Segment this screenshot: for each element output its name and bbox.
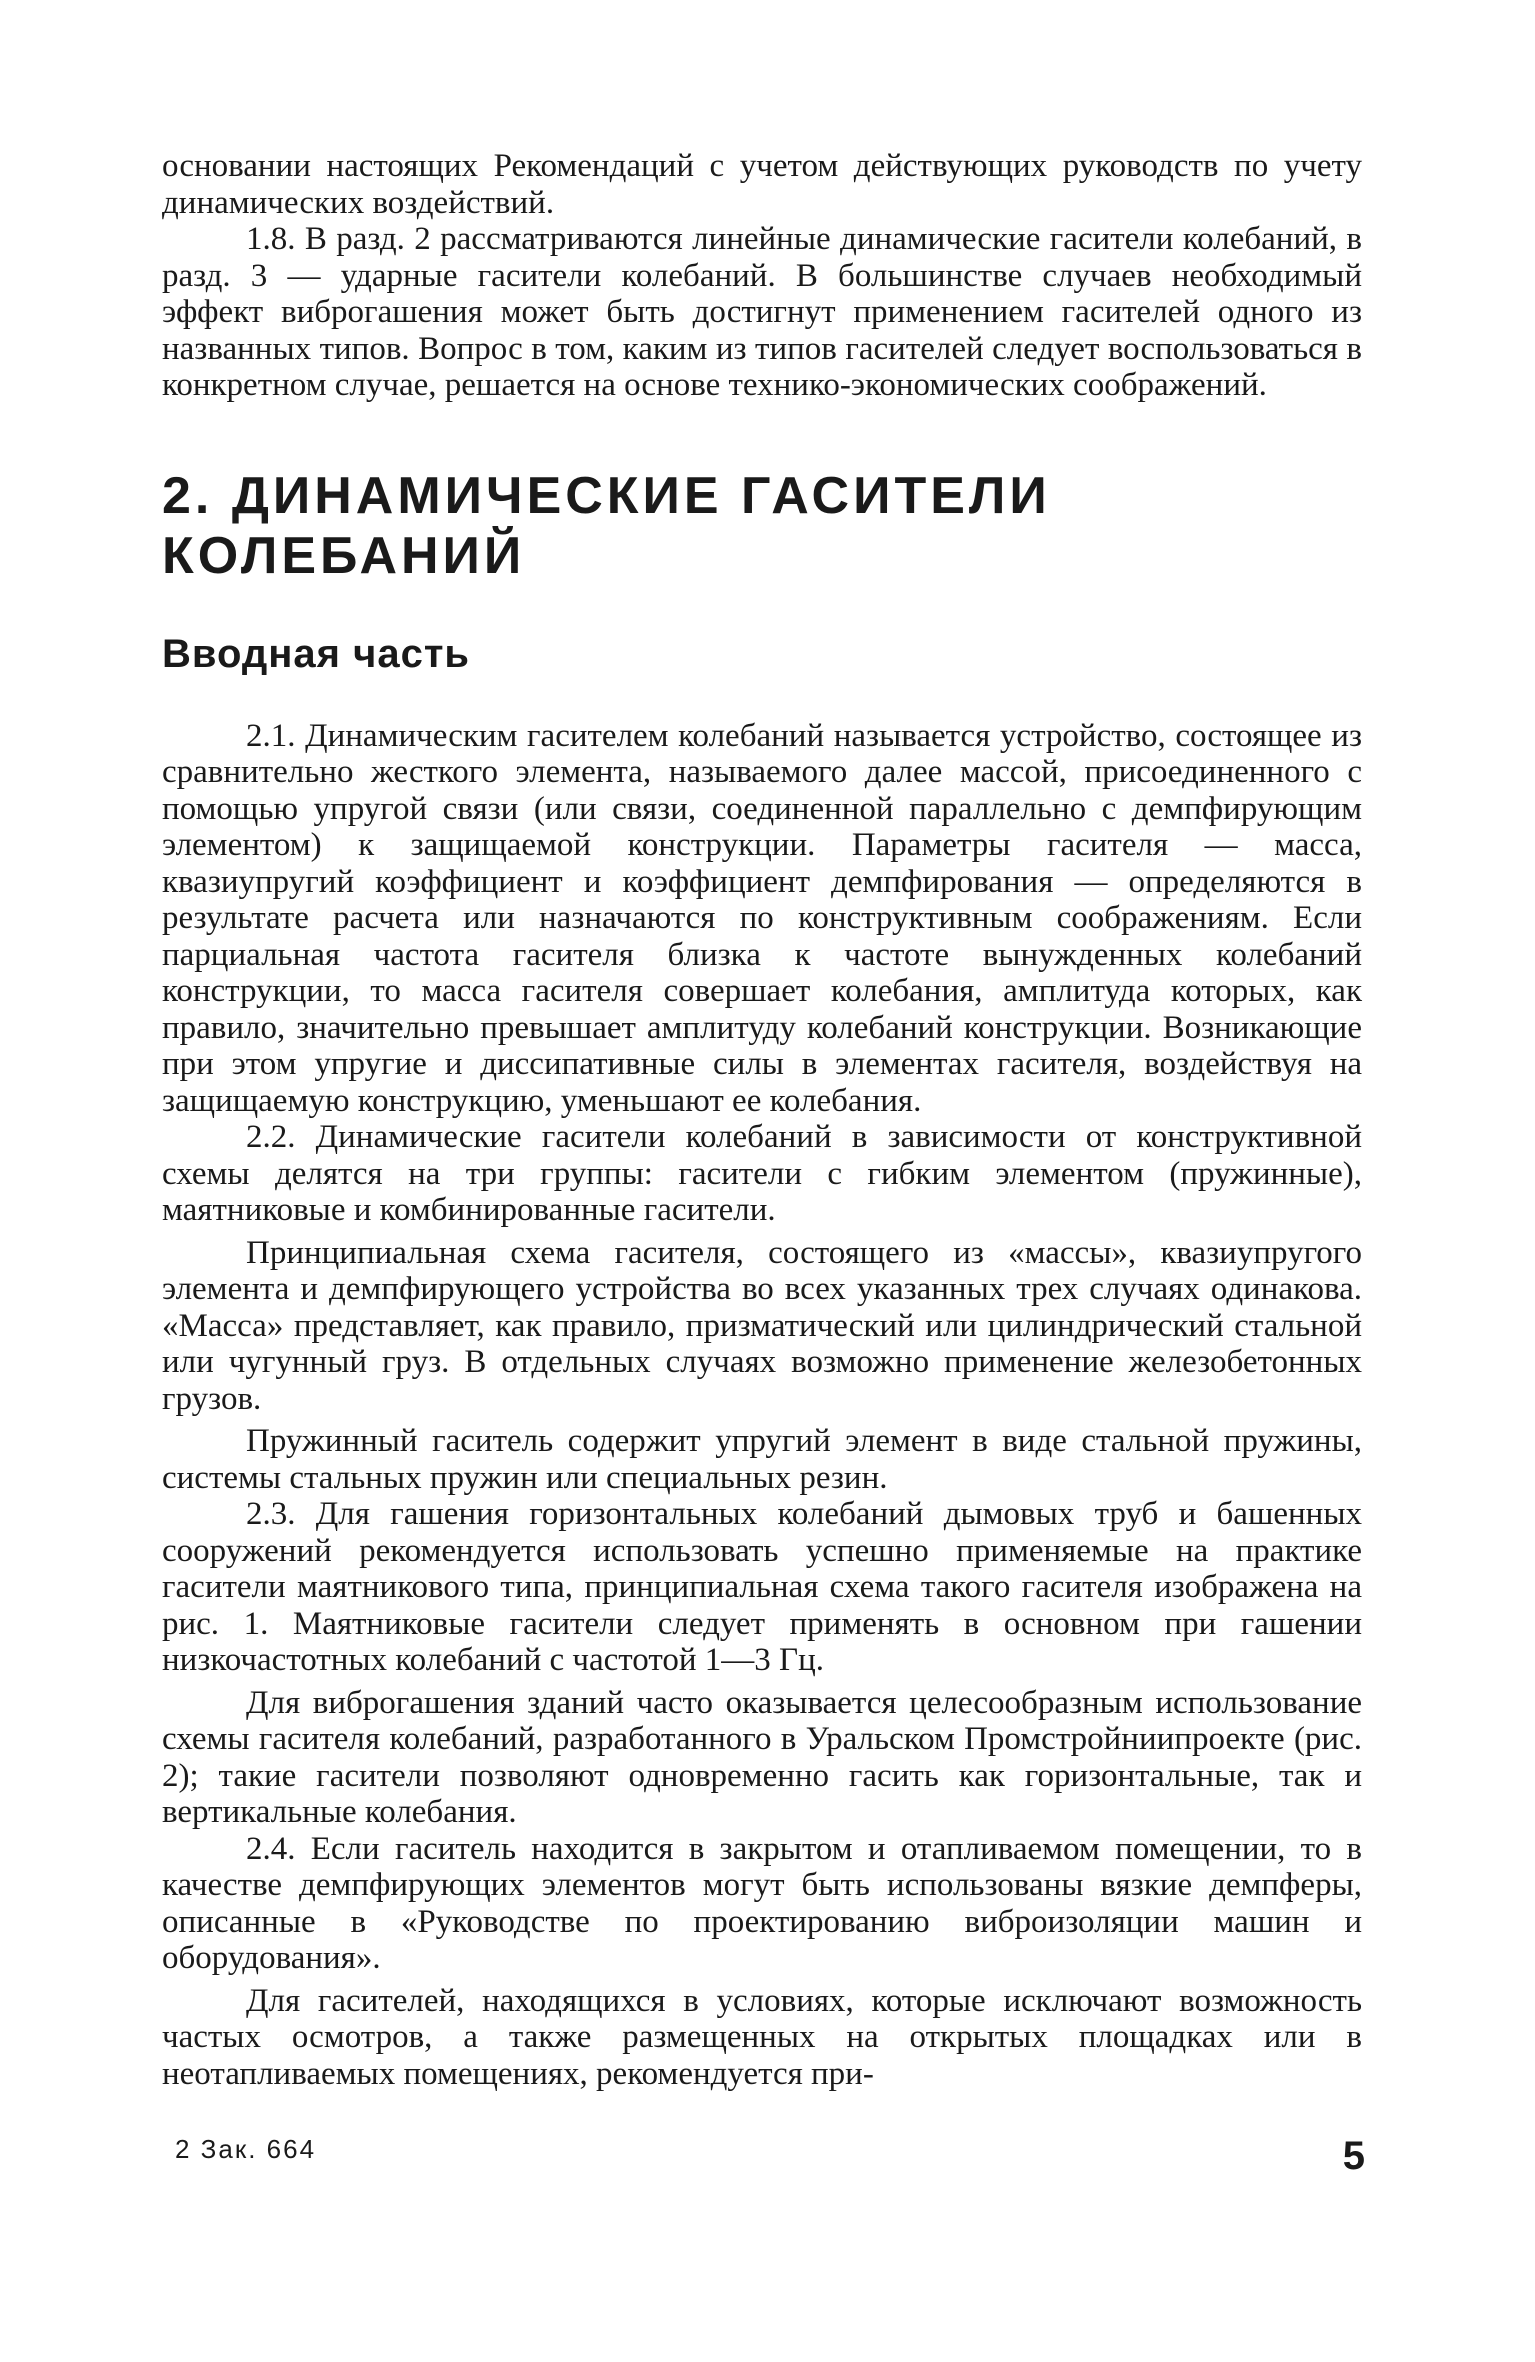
page-number: 5 bbox=[1342, 2134, 1365, 2178]
paragraph-2-1: 2.1. Динамическим гасителем колебаний называется устройство, состоящее из сравнительно жесткого элемента, называемого далее массой, присоединенного с помощью упругой связи (или связи, соединенной параллельно с демпфирующим элементом) к защищаемой конструкции. Параметры гасителя — масса, квазиупругий коэффициент и коэффициент демпфирования — определяются в результате расчета или назначаются по конструктивным соображениям. Если парциальная частота гасителя близка к частоте вынужденных колебаний конструкции, то масса гасителя совершает колебания, амплитуда которых, как правило, значительно превышает амплитуду колебаний конструкции. Возникающие при этом упругие и диссипативные силы в элементах гасителя, воздействуя на защищаемую конструкцию, уменьшают ее колебания. bbox=[162, 717, 1362, 1119]
paragraph-2-3: 2.3. Для гашения горизонтальных колебаний дымовых труб и башенных сооружений рекомендуется использовать успешно применяемые на практике гасители маятникового типа, принципиальная схема такого гасителя изображена на рис. 1. Маятниковые гасители следует применять в основном при гашении низкочастотных колебаний с частотой 1—3 Гц. bbox=[162, 1496, 1362, 1678]
paragraph-2-2: 2.2. Динамические гасители колебаний в зависимости от конструктивной схемы делятся на три группы: гасители с гибким элементом (пружинные), маятниковые и комбинированные гасители. bbox=[162, 1119, 1362, 1228]
section-title: 2. ДИНАМИЧЕСКИЕ ГАСИТЕЛИ КОЛЕБАНИЙ bbox=[162, 466, 1051, 585]
intro-paragraph-1: основании настоящих Рекомендаций с учетом действующих руководств по учету динамических воздействий. bbox=[162, 148, 1362, 221]
subsection-title: Вводная часть bbox=[162, 631, 470, 676]
paragraph-buildings: Для виброгашения зданий часто оказывается целесообразным использование схемы гасителя колебаний, разработанного в Уральском Промстройниипроекте (рис. 2); такие гасители позволяют одновременно гасить как горизонтальные, так и вертикальные колебания. bbox=[162, 1684, 1362, 1830]
paragraph-principal-scheme: Принципиальная схема гасителя, состоящего из «массы», квазиупругого элемента и демпфирующего устройства во всех указанных трех случаях одинакова. «Масса» представляет, как правило, призматический или цилиндрический стальной или чугунный груз. В отдельных случаях возможно применение железобетонных грузов. bbox=[162, 1234, 1362, 1417]
paragraph-last: Для гасителей, находящихся в условиях, которые исключают возможность частых осмотров, а также размещенных на открытых площадках или в неотапливаемых помещениях, рекомендуется при- bbox=[162, 1982, 1362, 2092]
paragraph-1-8: 1.8. В разд. 2 рассматриваются линейные динамические гасители колебаний, в разд. 3 — ударные гасители колебаний. В большинстве случаев необходимый эффект виброгашения может быть достигнут применением гасителей одного из названных типов. Вопрос в том, каким из типов гасителей следует воспользоваться в конкретном случае, решается на основе технико-экономических соображений. bbox=[162, 221, 1362, 403]
paragraph-2-4: 2.4. Если гаситель находится в закрытом и отапливаемом помещении, то в качестве демпфирующих элементов могут быть использованы вязкие демпферы, описанные в «Руководстве по проектированию виброизоляции машин и оборудования». bbox=[162, 1830, 1362, 1976]
paragraph-spring-damper: Пружинный гаситель содержит упругий элемент в виде стальной пружины, системы стальных пружин или специальных резин. bbox=[162, 1423, 1362, 1496]
order-number: 2 Зак. 664 bbox=[175, 2134, 317, 2164]
page-body bbox=[162, 148, 1362, 2092]
